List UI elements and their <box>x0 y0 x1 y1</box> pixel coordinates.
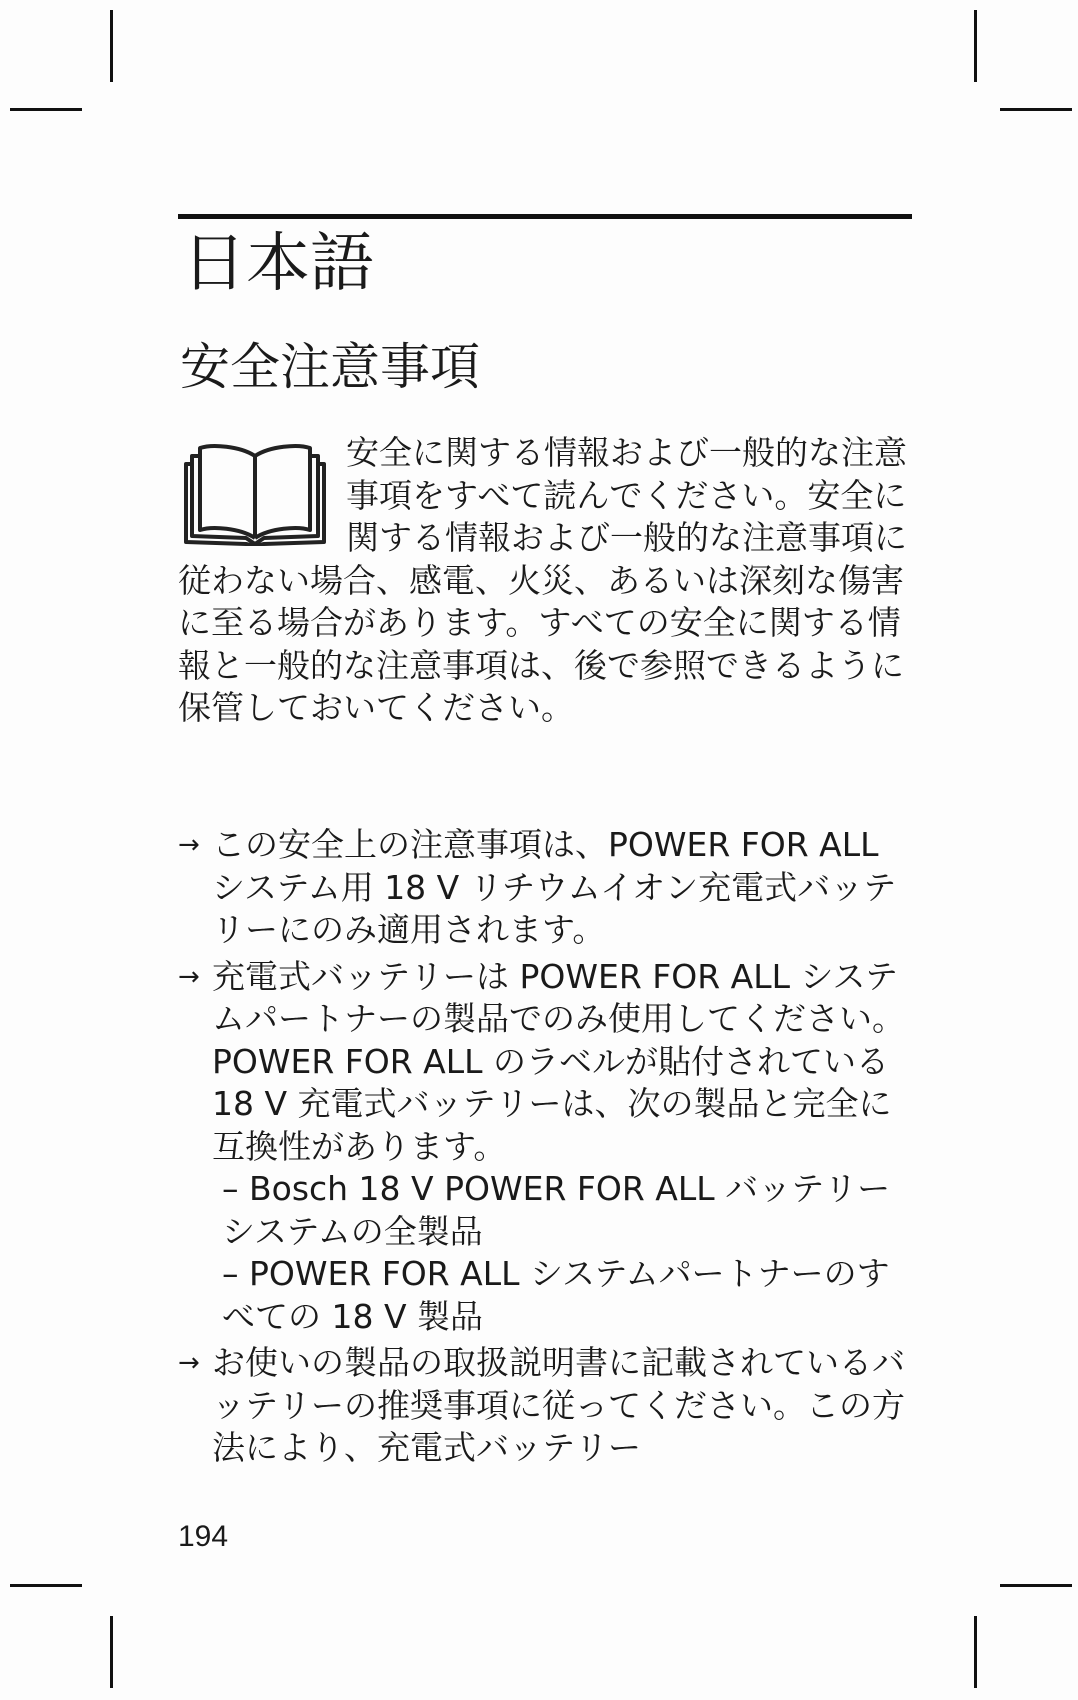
crop-mark-top-left-vertical <box>110 10 113 82</box>
arrow-icon: → <box>178 1348 200 1378</box>
crop-mark-bottom-right-horizontal <box>1000 1584 1072 1587</box>
bullet-item <box>178 956 918 1339</box>
arrow-icon: → <box>178 830 200 860</box>
bullet-item <box>178 824 918 952</box>
intro-text: 安全に関する情報および一般的な注意事項をすべて読んでください。安全に関する情報および一般的な注意事項に従わない場合、感電、火災、あるいは深刻な傷害に至る場合があります。すべての安全に関する情報と一般的な注意事項は、後で参照できるように保管しておいてください。 <box>178 433 907 727</box>
crop-mark-bottom-left-horizontal <box>10 1584 82 1587</box>
page-number: 194 <box>178 1520 229 1553</box>
bullet-text: 充電式バッテリーは POWER FOR ALL システムパートナーの製品でのみ使用してください。POWER FOR ALL のラベルが貼付されている 18 V 充電式バッテリーは、次の製品と完全に互換性があります。 <box>212 956 905 1166</box>
crop-mark-top-right-horizontal <box>1000 108 1072 111</box>
safety-bullet-list <box>178 824 918 1474</box>
crop-mark-top-right-vertical <box>974 10 977 82</box>
bullet-text: この安全上の注意事項は、POWER FOR ALL システム用 18 V リチウムイオン充電式バッテリーにのみ適用されます。 <box>212 825 897 949</box>
sub-item: – Bosch 18 V POWER FOR ALL バッテリーシステムの全製品 <box>222 1169 891 1251</box>
crop-mark-bottom-left-vertical <box>110 1616 113 1688</box>
crop-mark-bottom-right-vertical <box>974 1616 977 1688</box>
bullet-item <box>178 1342 918 1470</box>
language-heading: 日本語 <box>182 227 374 301</box>
bullet-text: お使いの製品の取扱説明書に記載されているバッテリーの推奨事項に従ってください。この方法により、充電式バッテリー <box>212 1343 905 1467</box>
section-heading: 安全注意事項 <box>180 338 480 396</box>
arrow-icon: → <box>178 961 200 992</box>
heading-rule <box>178 214 912 219</box>
intro-paragraph <box>178 432 918 730</box>
crop-mark-top-left-horizontal <box>10 108 82 111</box>
sub-item: – POWER FOR ALL システムパートナーのすべての 18 V 製品 <box>222 1254 890 1336</box>
